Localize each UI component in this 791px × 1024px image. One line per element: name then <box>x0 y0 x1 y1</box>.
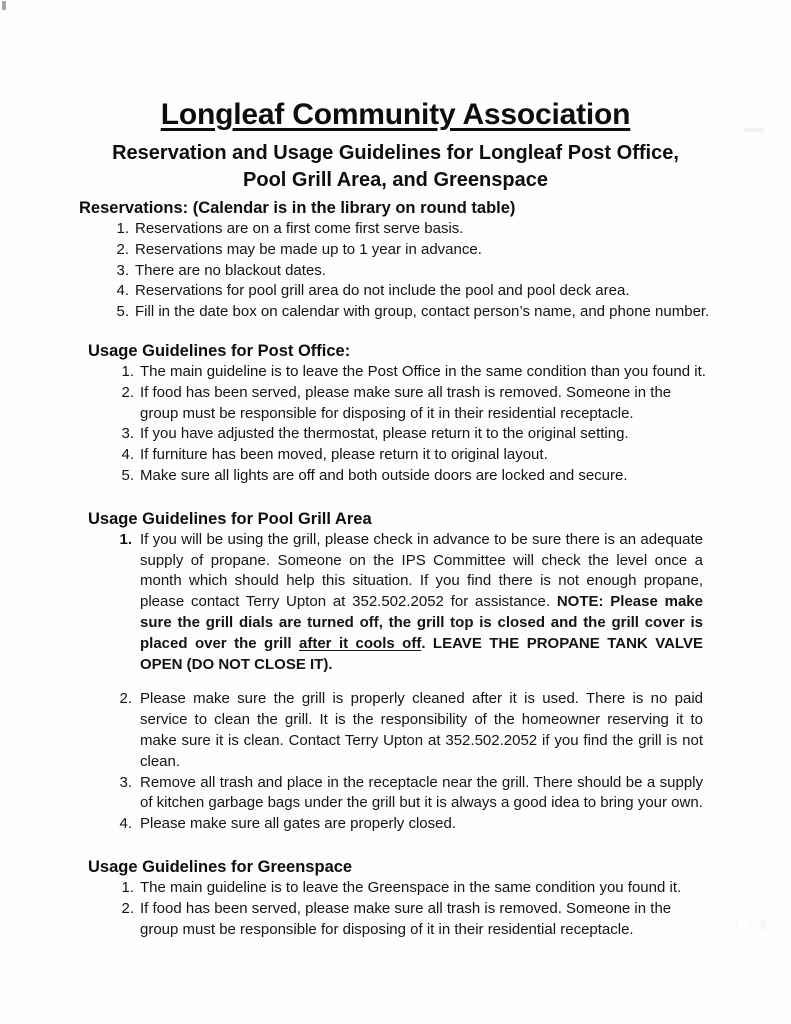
list-item-text: If you will be using the grill, please check in advance to be sure there is an adequate supply of propane. Someone on the IPS Committee will check the level once a month which should help this situation. If you find there is not enough propane, please contact Terry Upton at 352.502.2052 for assistance. <box>140 530 703 611</box>
list-item-text: The main guideline is to leave the Greenspace in the same condition you found it. <box>140 878 682 896</box>
list-item <box>0 689 791 772</box>
list-item-number: 3. <box>116 261 129 279</box>
list-item <box>0 219 791 240</box>
list-item-text: If food has been served, please make sure all trash is removed. Someone in the group must be responsible for disposing of it in their residential receptacle. <box>140 899 672 938</box>
list-item-text: If food has been served, please make sure all trash is removed. Someone in the group must be responsible for disposing of it in their residential receptacle. <box>140 383 672 422</box>
list-item <box>0 362 791 383</box>
list-item-number: 5. <box>116 303 129 321</box>
paragraph-gap <box>0 675 791 689</box>
list-item <box>0 878 791 899</box>
page-title <box>0 0 791 132</box>
page-subtitle <box>0 132 791 193</box>
list-item <box>0 773 791 815</box>
list-item <box>0 281 791 302</box>
list-item <box>0 445 791 466</box>
page-subtitle-line-1: Reservation and Usage Guidelines for Longleaf Post Office, <box>112 142 679 164</box>
list-item-number: 1. <box>119 530 132 548</box>
list-item-text: Reservations may be made up to 1 year in advance. <box>135 240 482 258</box>
list-item-text: The main guideline is to leave the Post Office in the same condition than you found it. <box>140 362 706 380</box>
section-heading-post-office: Usage Guidelines for Post Office: <box>88 341 351 360</box>
list-item-number: 1. <box>121 878 134 896</box>
list-item <box>0 240 791 261</box>
section-reservations <box>0 198 791 323</box>
list-item-number: 3. <box>119 773 132 791</box>
list-item-note-bold: NOTE: Please make sure the grill dials are turned off, the grill top is closed and the grill cover is placed over the grill <box>140 593 703 652</box>
list-item-number: 1. <box>116 220 129 237</box>
list-item-text: There are no blackout dates. <box>135 261 326 279</box>
page-title-text: Longleaf Community Association <box>160 98 631 131</box>
list-item-number: 1. <box>121 362 134 380</box>
list-item <box>0 814 791 835</box>
list-post-office <box>0 362 791 487</box>
list-item-number: 2. <box>116 240 129 258</box>
section-pool-grill-area <box>0 509 791 835</box>
list-item <box>0 302 791 323</box>
list-item <box>0 261 791 282</box>
list-item-number: 4. <box>121 446 134 464</box>
list-item-number: 2. <box>121 899 134 917</box>
list-item-text: If furniture has been moved, please return it to original layout. <box>140 446 548 464</box>
section-heading-greenspace: Usage Guidelines for Greenspace <box>88 857 353 876</box>
list-item-number: 2. <box>119 690 132 708</box>
list-item-text: Fill in the date box on calendar with group, contact person’s name, and phone number. <box>135 303 710 321</box>
section-greenspace <box>0 857 791 940</box>
list-item-note-bold-tail: . LEAVE THE PROPANE TANK VALVE OPEN (DO NOT CLOSE IT). <box>140 634 703 673</box>
list-item <box>0 466 791 487</box>
list-item-note-underlined: after it cools off <box>298 634 422 652</box>
list-item-text: Remove all trash and place in the receptacle near the grill. There should be a supply of kitchen garbage bags under the grill but it is always a good idea to bring your own. <box>140 773 703 812</box>
list-item-number: 4. <box>116 282 129 300</box>
list-item-text: Reservations for pool grill area do not include the pool and pool deck area. <box>135 282 630 300</box>
list-item-number: 4. <box>119 815 132 833</box>
list-greenspace <box>0 878 791 940</box>
list-item-text: Reservations are on a first come first serve basis. <box>135 220 464 237</box>
section-post-office <box>0 341 791 487</box>
list-item-text: Please make sure all gates are properly closed. <box>140 815 456 833</box>
list-item-number: 2. <box>121 383 134 401</box>
list-item-text: Please make sure the grill is properly cleaned after it is used. There is no paid service to clean the grill. It is the responsibility of the homeowner reserving it to make sure it is clean. Contact Terry Upton at 352.502.2052 if you find the grill is not clean. <box>140 690 703 770</box>
list-reservations <box>0 219 791 323</box>
list-item-number: 5. <box>121 466 134 484</box>
section-heading-pool-grill-area: Usage Guidelines for Pool Grill Area <box>88 509 372 528</box>
list-item <box>0 424 791 445</box>
page-subtitle-line-2: Pool Grill Area, and Greenspace <box>243 168 548 191</box>
list-item <box>0 530 791 676</box>
section-heading-reservations: Reservations: (Calendar is in the library on round table) <box>79 199 516 217</box>
list-item-text: If you have adjusted the thermostat, please return it to the original setting. <box>140 425 629 443</box>
list-item <box>0 383 791 425</box>
list-item-number: 3. <box>121 425 134 443</box>
list-pool-grill-area <box>0 530 791 835</box>
list-item-text: Make sure all lights are off and both outside doors are locked and secure. <box>140 466 628 484</box>
list-item <box>0 899 791 941</box>
